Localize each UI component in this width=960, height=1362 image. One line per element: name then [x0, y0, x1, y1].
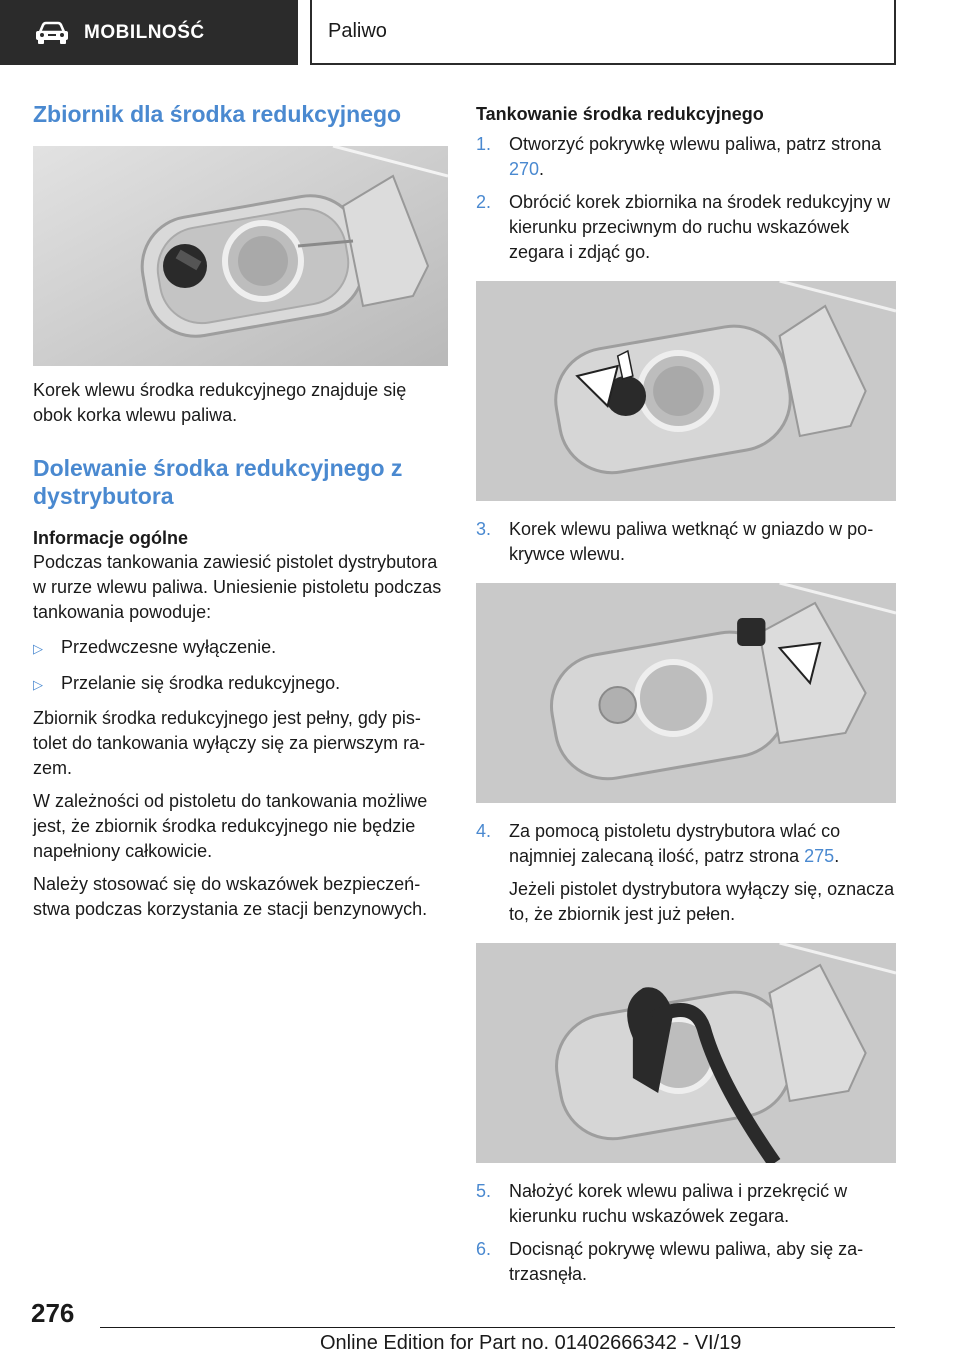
heading-refill-from-dispenser: Dolewanie środka redukcyjnego z dystrybutora [33, 455, 403, 509]
header-chapter-box [310, 0, 896, 65]
step-text [509, 132, 896, 182]
bullet-text: Przelanie się środka redukcyjnego. [61, 673, 341, 693]
section-title: MOBILNOŚĆ [84, 21, 205, 43]
left-column [33, 100, 448, 922]
right-column [476, 100, 896, 1287]
step-3 [476, 517, 896, 567]
paragraph-nozzle-hang: Podczas tankowania zawiesić pistolet dystrybutora w rurze wlewu paliwa. Uniesienie pistoletu podczas tankowania powoduje: [33, 552, 442, 622]
footer-divider [100, 1327, 895, 1328]
photo-open-reductant-cap [476, 281, 896, 501]
paragraph-tank-full: Zbiornik środka redukcyjnego jest pełny, gdy pistolet do tankowania wyłączy się za pierwszym razem. [33, 708, 426, 778]
step-text: Nałożyć korek wlewu paliwa i przekręcić w kierunku ruchu wskazówek zegara. [509, 1181, 848, 1226]
list-item [33, 671, 448, 697]
step-text-main: Otworzyć pokrywkę wlewu paliwa, patrz strona [509, 134, 882, 154]
photo-reductant-cap [33, 146, 448, 366]
page-link-270[interactable]: 270 [509, 159, 540, 179]
step-number: 1. [476, 134, 492, 154]
step-number: 5. [476, 1181, 492, 1201]
subheading-general-info: Informacje ogólne [33, 528, 189, 548]
photo-dispenser-nozzle [476, 943, 896, 1163]
page-number: 276 [31, 1298, 75, 1328]
heading-refuel-reductant: Tankowanie środka redukcyjnego [476, 104, 764, 124]
step-text-main: Za pomocą pistoletu dystrybutora wlać co najmniej zalecaną ilość, patrz strona [509, 821, 841, 866]
step-number: 2. [476, 192, 492, 212]
step-4 [476, 819, 896, 869]
step-note-text: Jeżeli pistolet dystrybutora wyłączy się, oznacza to, że zbiornik jest już pełen. [509, 879, 895, 924]
step-1 [476, 132, 896, 182]
step-text: Docisnąć pokrywę wlewu paliwa, aby się zatrzasnęła. [509, 1239, 864, 1284]
paragraph-safety-notes: Należy stosować się do wskazówek bezpieczeństwa podczas korzystania ze stacji benzynowych. [33, 874, 428, 919]
step-4-note [476, 877, 896, 927]
step-number: 6. [476, 1239, 492, 1259]
step-text: Korek wlewu paliwa wetknąć w gniazdo w pokrywce wlewu. [509, 519, 874, 564]
step-2 [476, 190, 896, 265]
step-text [509, 819, 896, 869]
step-6 [476, 1237, 896, 1287]
step-text: Obrócić korek zbiornika na środek redukcyjny w kierunku przeciwnym do ruchu wskazówek zegara i zdjąć go. [509, 192, 891, 262]
car-icon [34, 21, 70, 45]
page-link-275[interactable]: 275 [804, 846, 835, 866]
triangle-bullet-icon: ▷ [33, 677, 43, 692]
header-section-tab [0, 0, 298, 65]
list-item [33, 635, 448, 661]
bullet-text: Przedwczesne wyłączenie. [61, 637, 277, 657]
caption-reductant-cap: Korek wlewu środka redukcyjnego znajduje się obok korka wlewu paliwa. [33, 380, 407, 425]
step-number: 3. [476, 519, 492, 539]
triangle-bullet-icon: ▷ [33, 641, 43, 656]
photo-cap-in-flap-socket [476, 583, 896, 803]
step-text-end: . [539, 159, 545, 179]
paragraph-not-fully-filled: W zależności od pistoletu do tankowania możliwe jest, że zbiornik środka redukcyjnego nie będzie napełniony całkowicie. [33, 791, 428, 861]
step-5 [476, 1179, 896, 1229]
step-text-end: . [834, 846, 840, 866]
chapter-title: Paliwo [328, 20, 387, 42]
heading-reductant-tank: Zbiornik dla środka redukcyjnego [33, 101, 402, 127]
step-number: 4. [476, 821, 492, 841]
footer-edition: Online Edition for Part no. 01402666342 - VI/19 [320, 1332, 742, 1354]
